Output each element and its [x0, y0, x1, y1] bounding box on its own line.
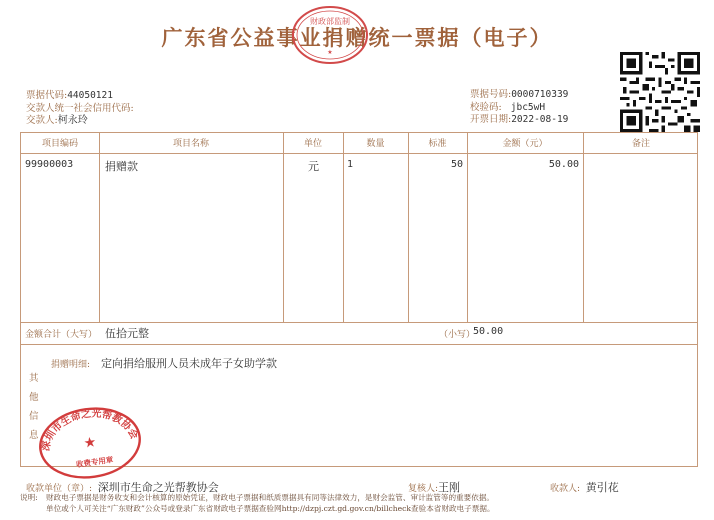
header-item-code: 项目编码: [41, 139, 78, 149]
note-line-2: 单位或个人可关注“广东财政”公众号或登录广东省财政电子票据查验网http://dzpj.czt.gd.gov.cn/billcheck查验本省财政电子票据。: [46, 504, 495, 513]
header-standard: 标准: [428, 139, 447, 149]
invoice-code: 44050121: [67, 90, 113, 101]
seal-stamp-text: 收费专用章: [75, 454, 114, 470]
other-info-label: 其他信息: [29, 373, 39, 441]
organization-seal: [36, 403, 144, 479]
collector: 收款人: 黄引花: [550, 481, 619, 494]
cell-amount: 50.00: [548, 159, 579, 170]
donation-detail-label: 捐赠明细:: [51, 360, 91, 370]
payer-row: 交款人:柯永玲: [26, 115, 88, 126]
qr-code: [620, 52, 700, 132]
total-row: [21, 322, 697, 344]
invoice-code-row: 票据代码:44050121: [26, 90, 113, 101]
payee-unit: 收款单位（章）: 深圳市生命之光帮教协会: [26, 481, 219, 494]
header-item-name: 项目名称: [172, 139, 209, 149]
check-code: jbc5wH: [510, 101, 546, 113]
cell-item-code: 99900003: [25, 159, 74, 170]
payee-unit-name: 深圳市生命之光帮教协会: [97, 481, 219, 494]
total-label: 金额合计（大写）: [25, 330, 98, 340]
meta-right: [470, 89, 568, 127]
check-code-row: 校验码: jbc5wH: [470, 101, 546, 113]
seal-top-text: 财政部监制: [310, 17, 350, 26]
cell-unit: 元: [308, 160, 319, 173]
receipt-note: [20, 492, 495, 514]
payer-name: 柯永玲: [57, 115, 88, 126]
header-unit: 单位: [303, 139, 322, 149]
cell-standard: 50: [450, 159, 463, 170]
cell-item-name: 捐赠款: [105, 160, 138, 173]
header-amount: 金额（元）: [502, 139, 548, 149]
collector-name: 黄引花: [585, 481, 619, 494]
column-divider: [583, 133, 584, 322]
total-figures-label: （小写）: [439, 330, 476, 340]
note-line-1: 财政电子票据是财务收支和会计核算的原始凭证，财政电子票据和纸质票据具有同等法律效力，是财会监管、审计监管等的重要依据。: [46, 493, 495, 502]
column-divider: [283, 133, 284, 322]
column-divider: [343, 133, 344, 322]
table-divider: [21, 153, 697, 154]
receipt-title: 广东省公益事业捐赠统一票据（电子）: [161, 25, 553, 50]
invoice-number: 0000710339: [511, 89, 569, 100]
issue-date-row: 开票日期:2022-08-19: [470, 114, 569, 125]
total-in-words: 伍拾元整: [105, 327, 149, 340]
issue-date: 2022-08-19: [511, 114, 569, 125]
invoice-number-row: 票据号码:0000710339: [470, 89, 569, 100]
svg-text:★: ★: [82, 434, 98, 452]
donation-detail-text: 定向捐给服刑人员未成年子女助学款: [101, 357, 277, 370]
header-remark: 备注: [631, 139, 650, 149]
svg-text:★: ★: [327, 49, 333, 56]
meta-left: [26, 90, 134, 128]
reviewer: 复核人:王刚: [408, 481, 461, 494]
column-divider: [99, 133, 100, 322]
seal-top: [290, 4, 370, 66]
reviewer-name: 王刚: [438, 481, 461, 494]
table-divider: [21, 344, 697, 345]
total-in-figures: 50.00: [473, 326, 504, 337]
note-label: 说明:: [20, 493, 38, 502]
seal-org-text: 深圳市生命之光帮教协会: [40, 408, 140, 453]
header-quantity: 数量: [366, 139, 385, 149]
cell-quantity: 1: [347, 159, 354, 170]
credit-code-row: 交款人统一社会信用代码:: [26, 102, 134, 114]
